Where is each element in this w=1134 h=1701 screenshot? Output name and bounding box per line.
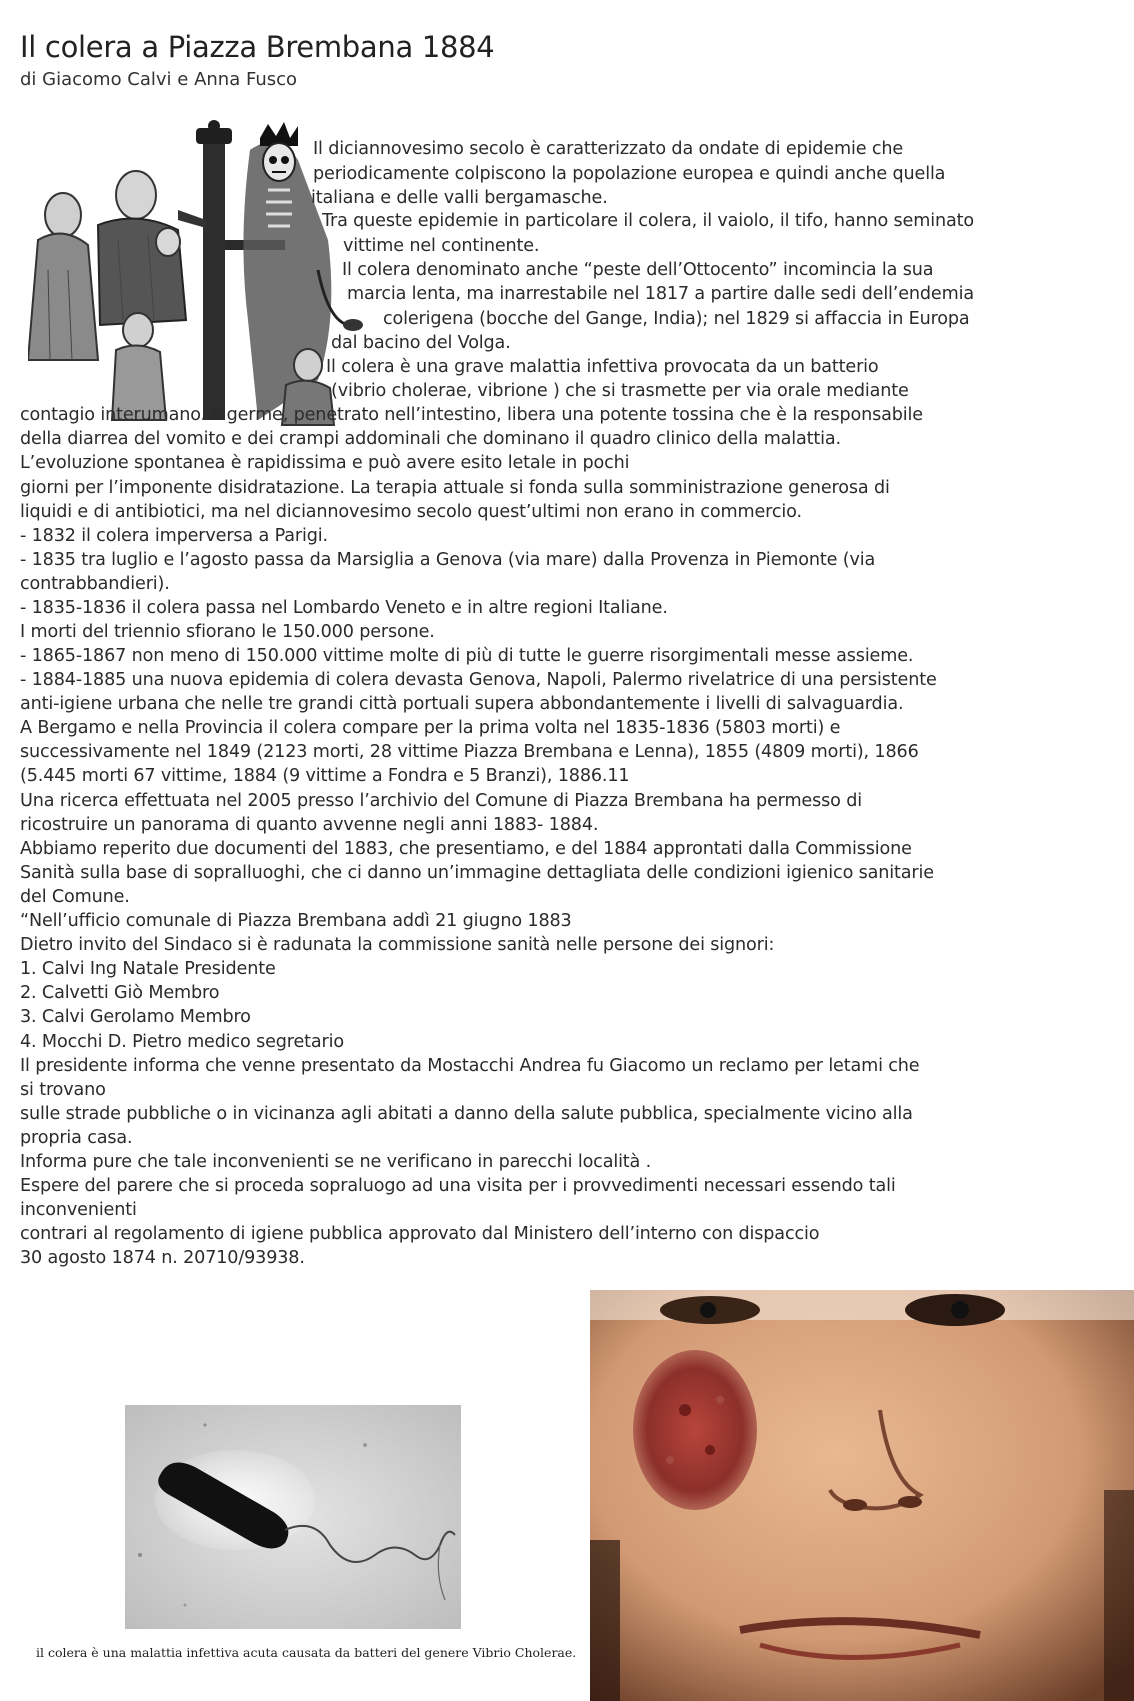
text-line: Il colera è una grave malattia infettiva provocata da un batterio <box>326 357 879 377</box>
text-line: - 1832 il colera imperversa a Parigi. <box>20 526 328 546</box>
text-line: A Bergamo e nella Provincia il colera compare per la prima volta nel 1835-1836 (5803 morti) e <box>20 718 841 738</box>
text-line: successivamente nel 1849 (2123 morti, 28 vittime Piazza Brembana e Lenna), 1855 (4809 morti), 1866 <box>20 742 919 762</box>
text-line: Il diciannovesimo secolo è caratterizzato da ondate di epidemie che <box>313 139 904 159</box>
text-line: sulle strade pubbliche o in vicinanza agli abitati a danno della salute pubblica, specialmente vicino alla <box>20 1104 913 1124</box>
text-line: si trovano <box>20 1080 106 1100</box>
text-line: ricostruire un panorama di quanto avvenne negli anni 1883- 1884. <box>20 815 599 835</box>
child-face-lesion-photo <box>590 1290 1134 1701</box>
text-line: 1. Calvi Ing Natale Presidente <box>20 959 276 979</box>
text-line: - 1884-1885 una nuova epidemia di colera devasta Genova, Napoli, Palermo rivelatrice di una persistente <box>20 670 937 690</box>
text-line: dal bacino del Volga. <box>331 333 511 353</box>
text-line: Il presidente informa che venne presentato da Mostacchi Andrea fu Giacomo un reclamo per letami che <box>20 1056 920 1076</box>
figure-caption: il colera è una malattia infettiva acuta causata da batteri del genere Vibrio Cholerae. <box>36 1645 577 1660</box>
text-line: Il colera denominato anche “peste dell’Ottocento” incomincia la sua <box>342 260 934 280</box>
text-line: (vibrio cholerae, vibrione ) che si trasmette per via orale mediante <box>331 381 909 401</box>
text-line: Espere del parere che si proceda sopraluogo ad una visita per i provvedimenti necessari essendo tali <box>20 1176 896 1196</box>
text-line: vittime nel continente. <box>343 236 540 256</box>
authors: di Giacomo Calvi e Anna Fusco <box>20 69 298 90</box>
text-line: 30 agosto 1874 n. 20710/93938. <box>20 1248 305 1268</box>
page-title: Il colera a Piazza Brembana 1884 <box>20 30 495 64</box>
text-line: Abbiamo reperito due documenti del 1883, che presentiamo, e del 1884 approntati dalla Commissione <box>20 839 912 859</box>
text-line: contagio interumano. Il germe, penetrato nell’intestino, libera una potente tossina che è la responsabile <box>20 405 923 425</box>
text-line: Una ricerca effettuata nel 2005 presso l’archivio del Comune di Piazza Brembana ha permesso di <box>20 791 862 811</box>
text-line: 2. Calvetti Giò Membro <box>20 983 220 1003</box>
text-line: inconvenienti <box>20 1200 137 1220</box>
text-line: I morti del triennio sfiorano le 150.000 persone. <box>20 622 435 642</box>
text-line: giorni per l’imponente disidratazione. La terapia attuale si fonda sulla somministrazione generosa di <box>20 478 890 498</box>
text-line: (5.445 morti 67 vittime, 1884 (9 vittime a Fondra e 5 Branzi), 1886.11 <box>20 766 630 786</box>
text-line: anti-igiene urbana che nelle tre grandi città portuali supera abbondantemente i livelli di salvaguardia. <box>20 694 904 714</box>
text-line: - 1865-1867 non meno di 150.000 vittime molte di più di tutte le guerre risorgimentali messe assieme. <box>20 646 914 666</box>
text-line: liquidi e di antibiotici, ma nel diciannovesimo secolo quest’ultimi non erano in commercio. <box>20 502 802 522</box>
text-line: 3. Calvi Gerolamo Membro <box>20 1007 251 1027</box>
text-line: Informa pure che tale inconvenienti se ne verificano in parecchi località . <box>20 1152 652 1172</box>
text-line: contrabbandieri). <box>20 574 170 594</box>
text-line: - 1835 tra luglio e l’agosto passa da Marsiglia a Genova (via mare) dalla Provenza in Piemonte (via <box>20 550 876 570</box>
text-line: italiana e delle valli bergamasche. <box>311 188 608 208</box>
vibrio-cholerae-micrograph <box>125 1405 461 1629</box>
text-line: L’evoluzione spontanea è rapidissima e può avere esito letale in pochi <box>20 453 630 473</box>
text-line: Tra queste epidemie in particolare il colera, il vaiolo, il tifo, hanno seminato <box>322 211 974 231</box>
text-line: 4. Mocchi D. Pietro medico segretario <box>20 1032 344 1052</box>
text-line: del Comune. <box>20 887 130 907</box>
text-line: “Nell’ufficio comunale di Piazza Brembana addì 21 giugno 1883 <box>20 911 572 931</box>
text-line: - 1835-1836 il colera passa nel Lombardo Veneto e in altre regioni Italiane. <box>20 598 668 618</box>
text-line: marcia lenta, ma inarrestabile nel 1817 a partire dalle sedi dell’endemia <box>347 284 974 304</box>
text-line: propria casa. <box>20 1128 133 1148</box>
text-line: contrari al regolamento di igiene pubblica approvato dal Ministero dell’interno con dispaccio <box>20 1224 820 1244</box>
text-line: Dietro invito del Sindaco si è radunata la commissione sanità nelle persone dei signori: <box>20 935 775 955</box>
text-line: della diarrea del vomito e dei crampi addominali che dominano il quadro clinico della malattia. <box>20 429 841 449</box>
text-line: colerigena (bocche del Gange, India); nel 1829 si affaccia in Europa <box>383 309 970 329</box>
text-line: periodicamente colpiscono la popolazione europea e quindi anche quella <box>313 164 946 184</box>
text-line: Sanità sulla base di sopralluoghi, che ci danno un’immagine dettagliata delle condizioni igienico sanitarie <box>20 863 934 883</box>
